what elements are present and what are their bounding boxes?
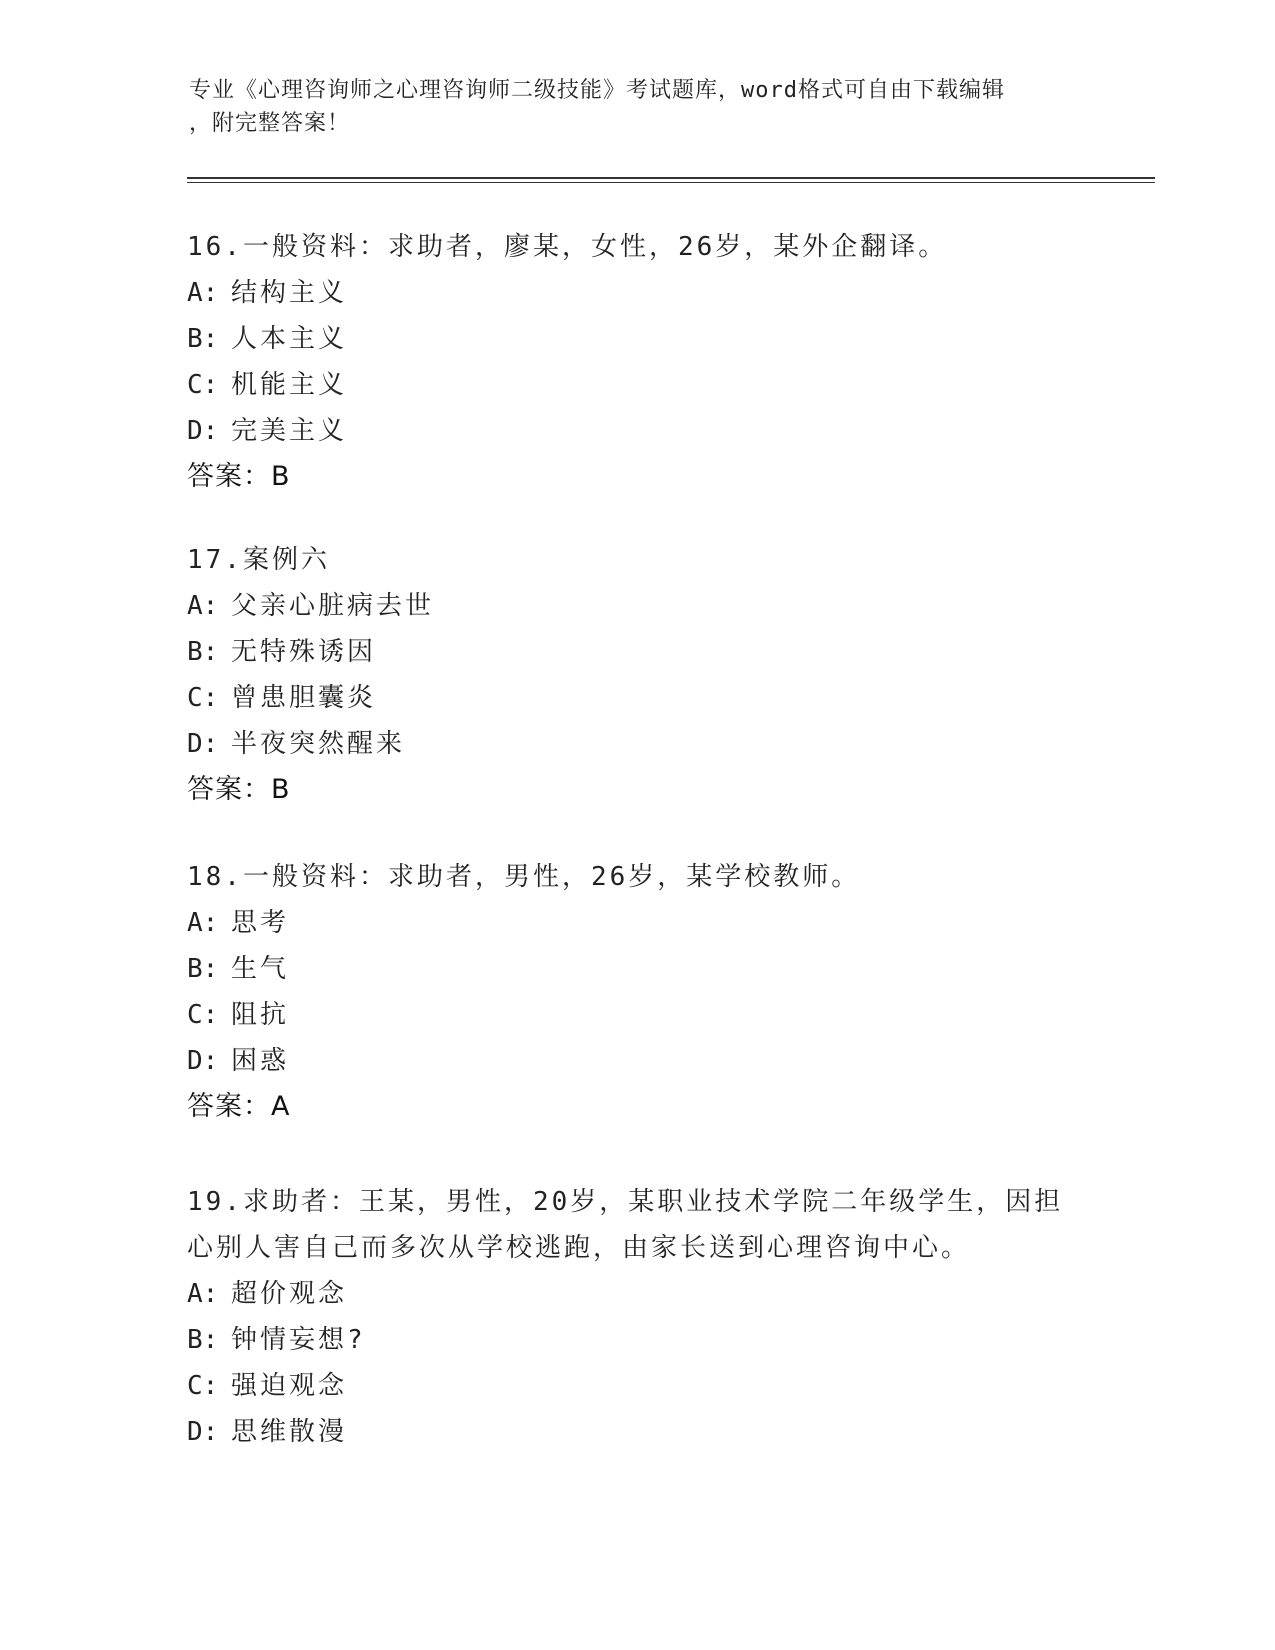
option-text: 曾患胆囊炎 [231,683,377,713]
question-stem: 17.案例六 [187,545,330,575]
option-label: A: [187,278,219,308]
option-label: C: [187,370,219,400]
option-c [187,992,1087,1038]
option-text: 强迫观念 [231,1371,348,1401]
question-16 [187,224,1087,500]
option-label: C: [187,1000,219,1030]
option-a [187,1271,1067,1317]
option-text: 完美主义 [231,416,348,446]
answer-line: 答案：A [187,1091,291,1122]
option-a [187,900,1087,946]
option-label: B: [187,637,219,667]
option-a [187,583,1087,629]
document-header [189,74,1069,140]
option-label: C: [187,1371,219,1401]
question-stem: 19.求助者：王某，男性，20岁，某职业技术学院二年级学生，因担心别人害自己而多次从学校逃跑，由家长送到心理咨询中心。 [187,1187,1064,1263]
header-divider-top [187,177,1155,179]
option-label: D: [187,729,219,759]
question-18 [187,854,1087,1130]
option-b [187,946,1087,992]
option-label: A: [187,591,219,621]
question-17 [187,537,1087,813]
option-text: 机能主义 [231,370,348,400]
option-label: C: [187,683,219,713]
option-d [187,721,1087,767]
option-label: D: [187,416,219,446]
option-text: 阻抗 [231,1000,290,1030]
option-text: 思考 [231,908,290,938]
option-d [187,1409,1067,1455]
option-text: 生气 [231,954,290,984]
question-stem: 16.一般资料：求助者，廖某，女性，26岁，某外企翻译。 [187,232,948,262]
header-divider-bottom [187,182,1155,183]
option-label: B: [187,324,219,354]
option-c [187,362,1087,408]
option-text: 半夜突然醒来 [231,729,406,759]
option-text: 父亲心脏病去世 [231,591,435,621]
answer-line: 答案：B [187,461,291,492]
option-label: D: [187,1046,219,1076]
option-text: 思维散漫 [231,1417,348,1447]
option-label: D: [187,1417,219,1447]
option-b [187,316,1087,362]
answer-line: 答案：B [187,774,291,805]
question-19 [187,1179,1067,1455]
option-b [187,1317,1067,1363]
option-d [187,408,1087,454]
option-label: B: [187,1325,219,1355]
option-d [187,1038,1087,1084]
option-c [187,1363,1067,1409]
option-a [187,270,1087,316]
option-text: 结构主义 [231,278,348,308]
option-text: 困惑 [231,1046,290,1076]
header-line-2: ，附完整答案！ [189,111,351,136]
header-line-1: 专业《心理咨询师之心理咨询师二级技能》考试题库，word格式可自由下载编辑 [189,78,1005,103]
option-label: A: [187,908,219,938]
option-label: A: [187,1279,219,1309]
option-label: B: [187,954,219,984]
option-c [187,675,1087,721]
option-text: 人本主义 [231,324,348,354]
option-text: 无特殊诱因 [231,637,377,667]
option-text: 超价观念 [231,1279,348,1309]
option-b [187,629,1087,675]
question-stem: 18.一般资料：求助者，男性，26岁，某学校教师。 [187,862,861,892]
option-text: 钟情妄想? [231,1325,366,1355]
